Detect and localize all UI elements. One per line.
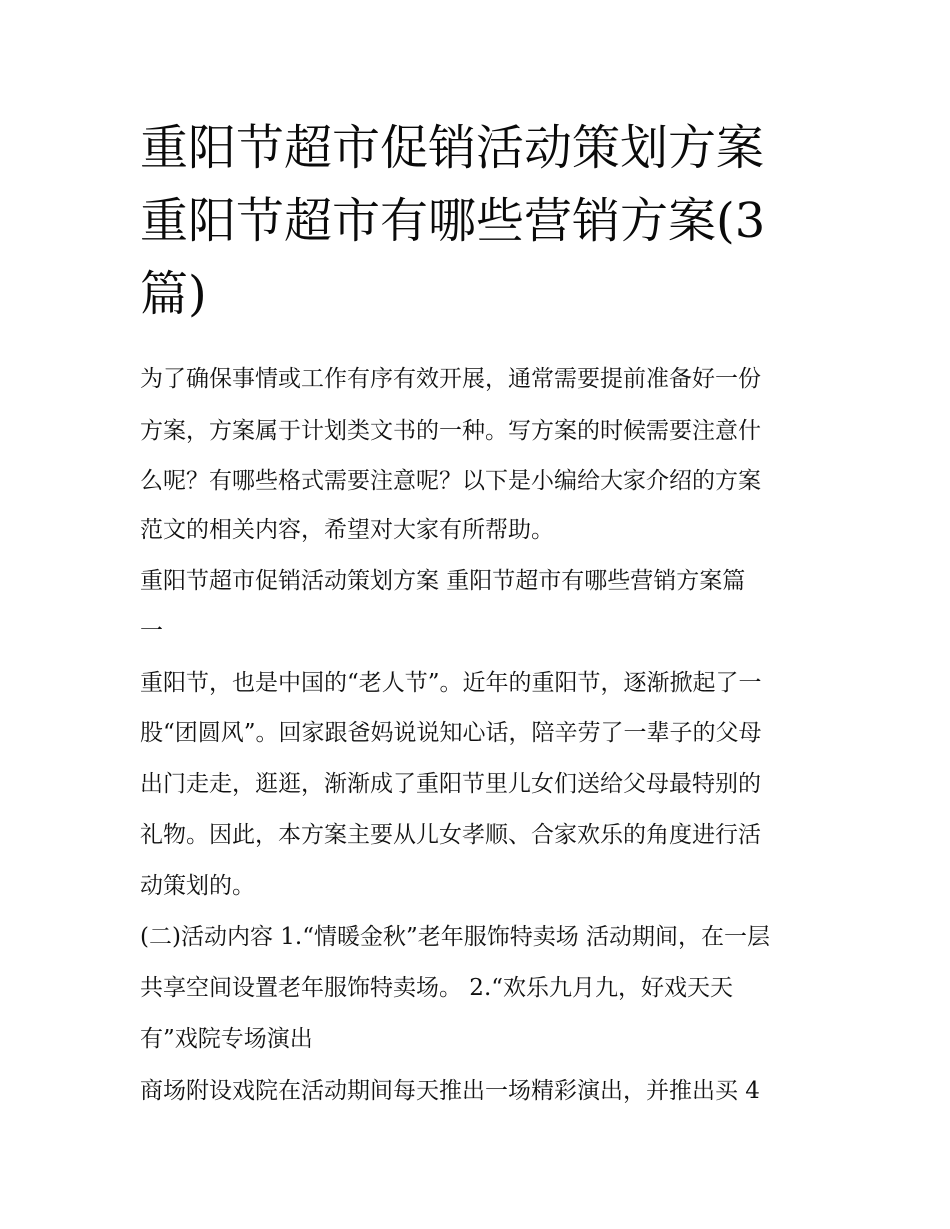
para1-line-4: 礼物。因此，本方案主要从儿女孝顺、合家欢乐的角度进行活 <box>140 822 761 848</box>
para2-line-1: (二)活动内容 1.“情暖金秋”老年服饰特卖场 活动期间，在一层 <box>140 924 771 950</box>
document-title <box>140 112 820 331</box>
para1-line-3: 出门走走，逛逛，渐渐成了重阳节里儿女们送给父母最特别的 <box>140 771 761 797</box>
intro-line-1: 为了确保事情或工作有序有效开展，通常需要提前准备好一份 <box>140 366 761 392</box>
section-heading-line-1: 重阳节超市促销活动策划方案 重阳节超市有哪些营销方案篇 <box>140 568 746 594</box>
para1-line-1: 重阳节，也是中国的“老人节”。近年的重阳节，逐渐掀起了一 <box>140 670 762 696</box>
title-line-3: 篇) <box>140 266 207 322</box>
para2-line-2: 共享空间设置老年服饰特卖场。 2.“欢乐九月九，好戏天天 <box>140 975 734 1001</box>
document-page <box>140 0 820 1229</box>
intro-line-2: 方案，方案属于计划类文书的一种。写方案的时候需要注意什 <box>140 418 761 444</box>
para2-line-3: 有”戏院专场演出 <box>140 1026 313 1052</box>
para3-line-1: 商场附设戏院在活动期间每天推出一场精彩演出，并推出买 4 <box>140 1078 760 1104</box>
title-line-2: 重阳节超市有哪些营销方案(3 <box>140 193 766 249</box>
para1-line-2: 股“团圆风”。回家跟爸妈说说知心话，陪辛劳了一辈子的父母 <box>140 720 762 746</box>
section-heading-line-2: 一 <box>140 618 163 644</box>
title-line-1: 重阳节超市促销活动策划方案 <box>140 120 765 176</box>
intro-line-4: 范文的相关内容，希望对大家有所帮助。 <box>140 517 554 543</box>
intro-line-3: 么呢？有哪些格式需要注意呢？以下是小编给大家介绍的方案 <box>140 468 761 494</box>
para1-line-5: 动策划的。 <box>140 873 255 899</box>
